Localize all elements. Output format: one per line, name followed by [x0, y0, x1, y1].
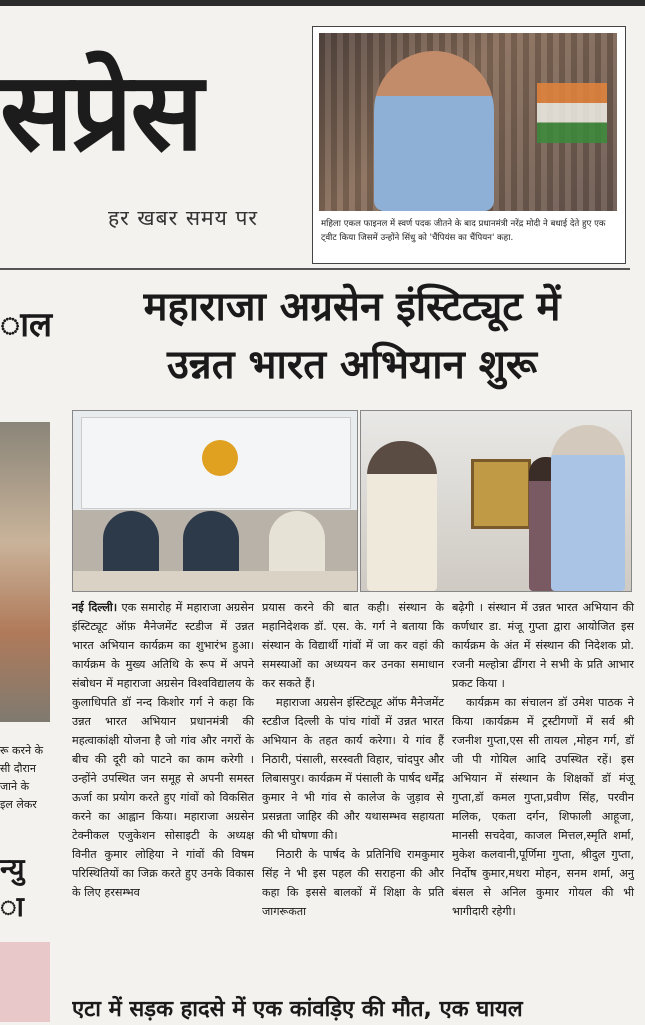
lamp-lighting-photo	[360, 410, 632, 592]
article-column-3	[452, 598, 634, 921]
athlete-figure	[374, 51, 494, 211]
left-text-fragment	[0, 742, 52, 814]
headline-line-1: महाराजा अग्रसेन इंस्टिट्यूट में	[143, 284, 561, 330]
event-banner	[81, 417, 351, 509]
speaker-figure	[103, 511, 159, 579]
seminar-stage-photo	[72, 410, 358, 592]
portrait-frame	[471, 459, 531, 529]
column-2-paragraph: महाराजा अग्रसेन इंस्टिट्यूट ऑफ मैनेजमेंट स्टडीज दिल्ली के पांच गांवों में उन्नत भारत अभियान के तहत कार्य करेगा। ये गांव हैं निठारी, पंसाली, सरस्वती विहार, चांदपुर और लिबासपुर। कार्यक्रम में पंसाली के पार्षद धर्मेंद्र कुमार ने भी गांव से कालेज के जुड़ाव से प्रसन्नता जाहिर की और यथासम्भव सहायता की भी घोषणा की।	[262, 696, 444, 842]
newspaper-masthead: सप्रेस	[0, 49, 202, 175]
left-photo-fragment	[0, 422, 50, 722]
masthead-tagline: हर खबर समय पर	[108, 206, 258, 230]
left-headline-fragment-2	[0, 850, 25, 926]
left-text-line: इल लेकर	[0, 798, 37, 811]
left-text-line: जाने के	[0, 780, 30, 793]
photo-caption: महिला एकल फाइनल में स्वर्ण पदक जीतने के बाद प्रधानमंत्री नरेंद्र मोदी ने बधाई देते हुए एक ट्वीट किया जिसमें उन्होंने सिंधु को 'चैंपियंस का चैंपियन' कहा.	[321, 219, 606, 243]
dateline: नई दिल्ली।	[72, 601, 118, 614]
speaker-figure	[269, 511, 325, 579]
left-text-line: रू करने के	[0, 744, 44, 757]
section-divider	[0, 268, 630, 270]
next-article-headline: एटा में सड़क हादसे में एक कांवड़िए की मौत, एक घायल	[72, 997, 523, 1022]
column-3-paragraph: कार्यक्रम का संचालन डॉ उमेश पाठक ने किया ।कार्यक्रम में ट्रस्टीगणों में सर्व श्री रजनीश गुप्ता,एस सी तायल ,मोहन गर्ग, डॉ जी पी गोयिल आदि उपस्थित रहें। इस अभियान में संस्थान के शिक्षकों डॉ मंजू गुप्ता,डॉ कमल गुप्ता,प्रवीण सिंह, परवीन मलिक, एकता दर्गन, शिफाली आहूजा, मानसी सचदेवा, काजल मित्तल,स्मृति शर्मा, मुकेश कलवानी,पूर्णिमा गुप्ता, श्रीदुल गुप्ता, निर्दोष कुमार,मधरा मोहन, सनम शर्मा, अनु बंसल से अनिल कुमार गोयल की भी भागीदारी रहेगी।	[452, 696, 634, 918]
page-top-rule	[0, 0, 645, 6]
left-headline-fragment: ाल	[0, 305, 53, 345]
guest-figure	[367, 441, 437, 591]
guest-figure	[551, 425, 625, 591]
left-headline-line: न्यु	[0, 852, 25, 885]
left-adjacent-column	[0, 270, 56, 1022]
medal-winner-photo	[319, 33, 617, 211]
flag-graphic	[537, 83, 607, 143]
stage-table	[73, 571, 357, 591]
headline-line-2: उन्नत भारत अभियान शुरू	[166, 342, 538, 388]
left-ad-fragment	[0, 942, 50, 1022]
column-3-paragraph: बढ़ेगी । संस्थान में उन्नत भारत अभियान की कर्णधार डा. मंजू गुप्ता द्वारा आयोजित इस कार्यक्रम के अंत में संस्थान की निदेशक प्रो. रजनी मल्होत्रा ढींगरा ने सभी के प्रति आभार प्रकट किया ।	[452, 601, 634, 690]
speaker-figure	[183, 511, 239, 579]
institute-logo	[202, 440, 238, 476]
column-2-paragraph: प्रयास करने की बात कही। संस्थान के महानिदेशक डॉ. एस. के. गर्ग ने बताया कि संस्थान के विद्यार्थी गांवों में जा कर वहां की समस्याओं का अध्ययन कर उनका समाधान कर सकते हैं।	[262, 601, 444, 690]
article-headline	[72, 278, 632, 394]
left-headline-line: ा	[0, 890, 24, 923]
left-text-line: सी दौरान	[0, 762, 36, 775]
article-column-2	[262, 598, 444, 921]
top-photo-box	[312, 26, 626, 264]
article-column-1	[72, 598, 254, 902]
column-2-paragraph: निठारी के पार्षद के प्रतिनिधि रामकुमार सिंह ने भी इस पहल की सराहना की और कहा कि इससे बालकों में शिक्षा के प्रति जागरूकता	[262, 848, 444, 918]
column-1-text: एक समारोह में महाराजा अग्रसेन इंस्टिट्यूट ऑफ़ मैनेजमेंट स्टडीज में उन्नत भारत अभियान कार्यक्रम का शुभारंभ हुआ। कार्यक्रम के मुख्य अतिथि के रूप में अपने संबोधन में महाराजा अग्रसेन विश्वविद्यालय के कुलाधिपति डॉ नन्द किशोर गर्ग ने कहा कि उन्नत भारत अभियान प्रधानमंत्री की महत्वाकांक्षी योजना है जो गांव और नगरों के बीच की दूरी को पाटने का काम करेगी । उन्होंने उपस्थित जन समूह से अपनी समस्त ऊर्जा का प्रयोग करते हुए गांवों को विकसित करने का आह्वान किया। महाराजा अग्रसेन टेक्नीकल एजुकेशन सोसाइटी के अध्यक्ष विनीत कुमार लोहिया ने गांवों की विषम परिस्थितियों का जिक्र करते हुए उनके विकास के लिए हरसम्भव	[72, 601, 254, 899]
